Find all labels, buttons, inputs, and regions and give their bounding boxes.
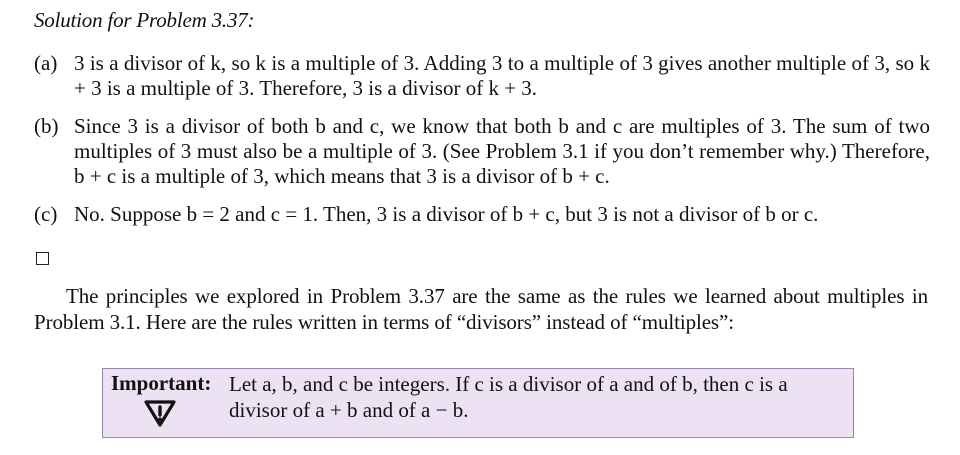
item-text: 3 is a divisor of k, so k is a multiple of 3. Adding 3 to a multiple of 3 gives another multiple of 3, so k + 3 is a multiple of 3. Therefore, 3 is a divisor of k + 3.: [74, 51, 930, 100]
body-paragraph: The principles we explored in Problem 3.37 are the same as the rules we learned about multiples in Problem 3.1. Here are the rules written in terms of “divisors” instead of “multiples”:: [34, 284, 928, 334]
important-label: Important:: [111, 371, 212, 395]
item-marker: (c): [34, 202, 58, 226]
important-warning-icon: [143, 398, 177, 428]
end-of-proof-square: [36, 252, 49, 265]
solution-item-c: [34, 202, 930, 227]
solution-heading: Solution for Problem 3.37:: [34, 8, 255, 32]
item-marker: (a): [34, 51, 58, 75]
important-box: [102, 368, 854, 438]
item-marker: (b): [34, 114, 59, 138]
item-text: Since 3 is a divisor of both b and c, we know that both b and c are multiples of 3. The sum of two multiples of 3 must also be a multiple of 3. (See Problem 3.1 if you don’t remember why.) Therefore, b + c is a multiple of 3, which means that 3 is a divisor of b + c.: [74, 114, 930, 188]
solution-item-a: [34, 51, 930, 101]
important-text: Let a, b, and c be integers. If c is a divisor of a and of b, then c is a divisor of a + b and of a − b.: [229, 372, 788, 422]
solution-item-b: [34, 114, 930, 189]
item-text: No. Suppose b = 2 and c = 1. Then, 3 is a divisor of b + c, but 3 is not a divisor of b or c.: [74, 202, 819, 226]
